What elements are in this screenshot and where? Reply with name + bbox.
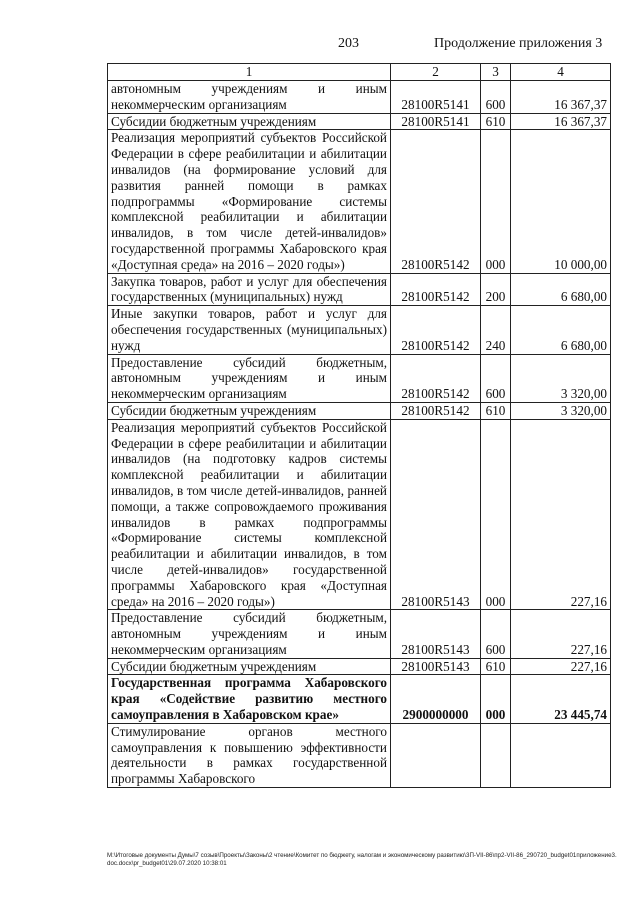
row-vr-code-cell: 600 xyxy=(481,354,511,402)
row-amount-cell: 227,16 xyxy=(511,658,611,675)
budget-table-body xyxy=(108,64,611,788)
row-csr-code-cell: 2900000000 xyxy=(391,675,481,723)
column-number-row xyxy=(108,64,611,81)
row-vr-code-cell: 000 xyxy=(481,675,511,723)
table-row xyxy=(108,354,611,402)
table-row xyxy=(108,658,611,675)
row-amount-cell: 16 367,37 xyxy=(511,81,611,114)
document-path-footer: M:\Итоговые документы Думы\7 созыв\Проекты\Законы\2 чтение\Комитет по бюджету, налогам и экономическому развитию\3П-VII-86\пр2-VII-86_290720_budget01приложение3.doc.docx\pr_budget01\29.07.2020 10:38:01 xyxy=(107,852,617,867)
row-name-cell: Закупка товаров, работ и услуг для обеспечения государственных (муниципальных) нужд xyxy=(108,273,391,306)
table-row xyxy=(108,402,611,419)
table-row xyxy=(108,723,611,787)
table-row xyxy=(108,675,611,723)
column-header-3: 3 xyxy=(481,64,511,81)
row-csr-code-cell: 28100R5141 xyxy=(391,113,481,130)
row-amount-cell: 6 680,00 xyxy=(511,306,611,354)
table-row xyxy=(108,81,611,114)
row-vr-code-cell xyxy=(481,723,511,787)
table-row xyxy=(108,306,611,354)
row-vr-code-cell: 610 xyxy=(481,402,511,419)
row-vr-code-cell: 240 xyxy=(481,306,511,354)
row-csr-code-cell: 28100R5142 xyxy=(391,273,481,306)
page-header xyxy=(0,36,640,56)
row-name-cell: Реализация мероприятий субъектов Российской Федерации в сфере реабилитации и абилитации инвалидов (на формирование условий для развития ранней помощи в рамках подпрограммы «Формирование системы комплексной реабилитации и абилитации инвалидов, в том числе детей-инвалидов» государственной программы Хабаровского края «Доступная среда» на 2016 – 2020 годы») xyxy=(108,130,391,273)
row-amount-cell: 227,16 xyxy=(511,419,611,610)
row-csr-code-cell: 28100R5142 xyxy=(391,354,481,402)
row-amount-cell: 227,16 xyxy=(511,610,611,658)
row-name-cell: Субсидии бюджетным учреждениям xyxy=(108,113,391,130)
row-amount-cell: 23 445,74 xyxy=(511,675,611,723)
row-csr-code-cell: 28100R5143 xyxy=(391,610,481,658)
row-amount-cell: 3 320,00 xyxy=(511,354,611,402)
row-csr-code-cell: 28100R5142 xyxy=(391,402,481,419)
column-header-4: 4 xyxy=(511,64,611,81)
row-name-cell: Иные закупки товаров, работ и услуг для обеспечения государственных (муниципальных) нужд xyxy=(108,306,391,354)
column-header-2: 2 xyxy=(391,64,481,81)
table-row xyxy=(108,419,611,610)
row-vr-code-cell: 200 xyxy=(481,273,511,306)
row-name-cell: Предоставление субсидий бюджетным, автономным учреждениям и иным некоммерческим организациям xyxy=(108,610,391,658)
row-csr-code-cell: 28100R5142 xyxy=(391,306,481,354)
continuation-label: Продолжение приложения 3 xyxy=(434,36,603,51)
row-name-cell: Государственная программа Хабаровского края «Содействие развитию местного самоуправления в Хабаровском крае» xyxy=(108,675,391,723)
table-row xyxy=(108,130,611,273)
row-name-cell: Стимулирование органов местного самоуправления к повышению эффективности деятельности в рамках государственной программы Хабаровского xyxy=(108,723,391,787)
row-name-cell: Субсидии бюджетным учреждениям xyxy=(108,658,391,675)
row-csr-code-cell xyxy=(391,723,481,787)
row-amount-cell: 10 000,00 xyxy=(511,130,611,273)
row-name-cell: автономным учреждениям и иным некоммерческим организациям xyxy=(108,81,391,114)
row-vr-code-cell: 000 xyxy=(481,419,511,610)
row-vr-code-cell: 610 xyxy=(481,113,511,130)
row-csr-code-cell: 28100R5143 xyxy=(391,658,481,675)
table-row xyxy=(108,273,611,306)
table-row xyxy=(108,113,611,130)
row-amount-cell: 3 320,00 xyxy=(511,402,611,419)
row-vr-code-cell: 600 xyxy=(481,610,511,658)
row-csr-code-cell: 28100R5141 xyxy=(391,81,481,114)
row-csr-code-cell: 28100R5142 xyxy=(391,130,481,273)
row-name-cell: Реализация мероприятий субъектов Российской Федерации в сфере реабилитации и абилитации инвалидов (на подготовку кадров системы комплексной реабилитации и абилитации инвалидов, в том числе детей-инвалидов, ранней помощи, а также сопровождаемого проживания инвалидов в рамках подпрограммы «Формирование системы комплексной реабилитации и абилитации инвалидов, в том числе детей-инвалидов» государственной программы Хабаровского края «Доступная среда» на 2016 – 2020 годы») xyxy=(108,419,391,610)
row-vr-code-cell: 000 xyxy=(481,130,511,273)
row-amount-cell: 6 680,00 xyxy=(511,273,611,306)
row-amount-cell: 16 367,37 xyxy=(511,113,611,130)
column-header-1: 1 xyxy=(108,64,391,81)
row-vr-code-cell: 610 xyxy=(481,658,511,675)
row-name-cell: Субсидии бюджетным учреждениям xyxy=(108,402,391,419)
row-vr-code-cell: 600 xyxy=(481,81,511,114)
budget-table xyxy=(107,63,611,788)
row-csr-code-cell: 28100R5143 xyxy=(391,419,481,610)
row-amount-cell xyxy=(511,723,611,787)
table-row xyxy=(108,610,611,658)
page-number: 203 xyxy=(338,36,359,51)
row-name-cell: Предоставление субсидий бюджетным, автономным учреждениям и иным некоммерческим организациям xyxy=(108,354,391,402)
